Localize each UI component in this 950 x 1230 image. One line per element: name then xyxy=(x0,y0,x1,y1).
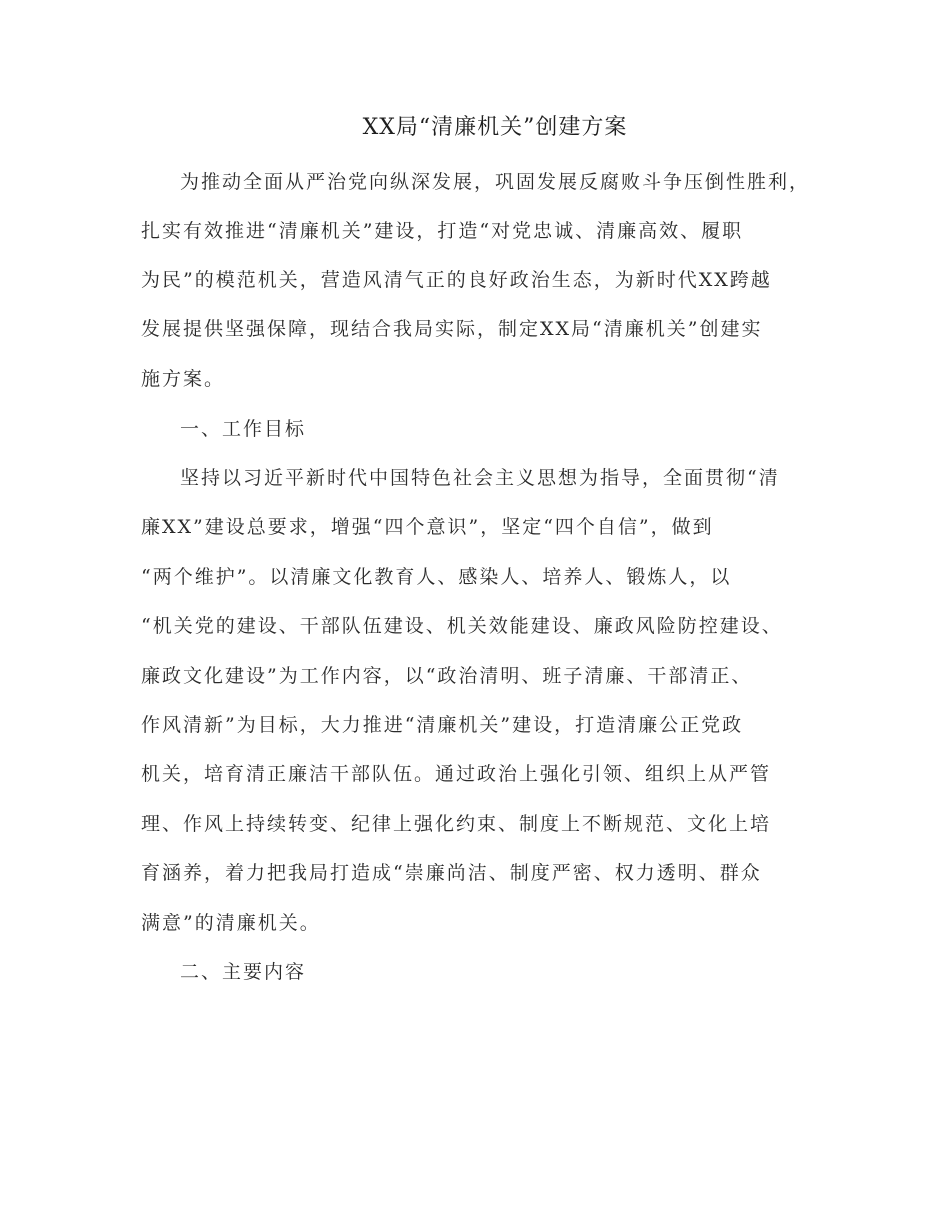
paragraph-line: 满意”的清廉机关。 xyxy=(141,912,321,934)
paragraph-line: 廉政文化建设”为工作内容，以“政治清明、班子清廉、干部清正、 xyxy=(141,665,753,687)
document-title: XX局“清廉机关”创建方案 xyxy=(362,115,628,140)
paragraph-line: 育涵养，着力把我局打造成“崇廉尚洁、制度严密、权力透明、群众 xyxy=(141,862,762,884)
paragraph-line: 机关，培育清正廉洁干部队伍。通过政治上强化引领、组织上从严管 xyxy=(141,763,772,785)
paragraph-line: 为推动全面从严治党向纵深发展，巩固发展反腐败斗争压倒性胜利， xyxy=(180,171,811,193)
paragraph-line: 为民”的模范机关，营造风清气正的良好政治生态，为新时代XX跨越 xyxy=(141,269,772,291)
paragraph-line: 作风清新”为目标，大力推进“清廉机关”建设，打造清廉公正党政 xyxy=(141,714,744,736)
paragraph-line: 坚持以习近平新时代中国特色社会主义思想为指导，全面贯彻“清 xyxy=(180,467,780,489)
paragraph-line: 理、作风上持续转变、纪律上强化约束、制度上不断规范、文化上培 xyxy=(141,813,772,835)
paragraph-line: “机关党的建设、干部队伍建设、机关效能建设、廉政风险防控建设、 xyxy=(141,615,783,637)
paragraph-line: 扎实有效推进“清廉机关”建设，打造“对党忠诚、清廉高效、履职 xyxy=(141,220,744,242)
paragraph-line: 发展提供坚强保障，现结合我局实际，制定XX局“清廉机关”创建实 xyxy=(141,318,763,340)
paragraph-line: 廉XX”建设总要求，增强“四个意识”，坚定“四个自信”，做到 xyxy=(141,516,714,538)
paragraph-line: 施方案。 xyxy=(141,368,226,390)
section-heading: 一、工作目标 xyxy=(180,418,307,440)
section-heading: 二、主要内容 xyxy=(180,961,307,983)
paragraph-line: “两个维护”。以清廉文化教育人、感染人、培养人、锻炼人，以 xyxy=(141,566,732,588)
